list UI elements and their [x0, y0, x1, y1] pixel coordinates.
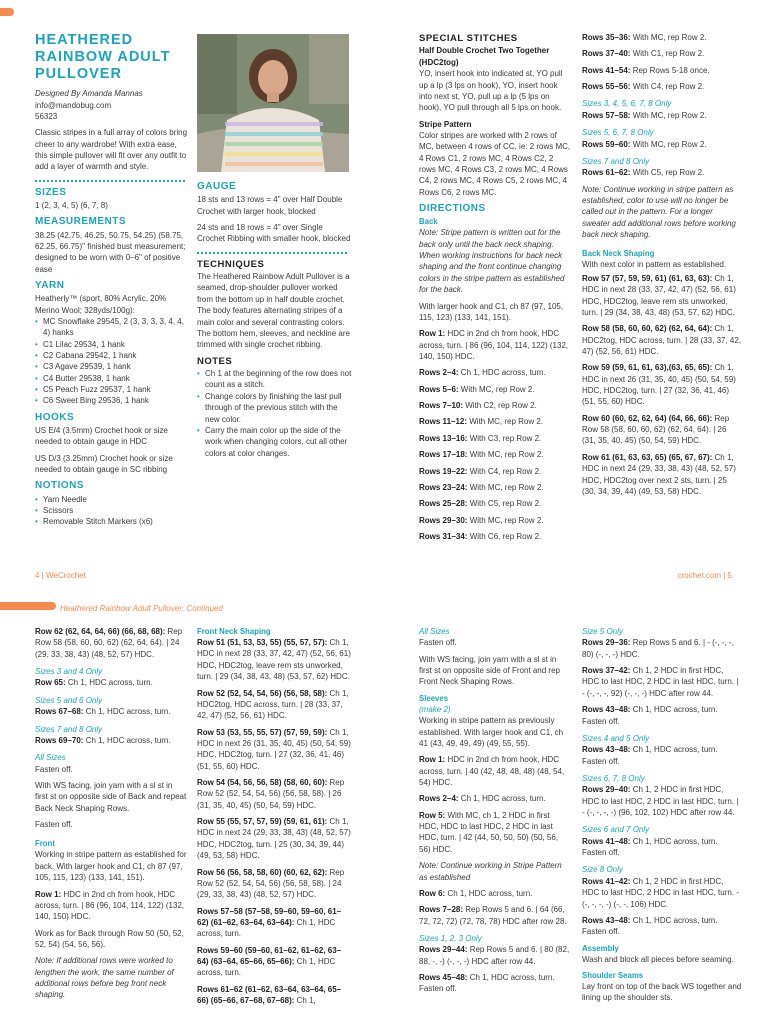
- sizes-heading: SIZES: [35, 186, 67, 198]
- list-item: Rows 59–60: With MC, rep Row 2.: [582, 139, 707, 149]
- list-item: Row 54 (54, 56, 56, 58) (58, 60, 60): Rep Row 52 (52, 54, 54, 56) (56, 58, 58). | 26 (31, 35, 40, 45) (50, 54, 59) HDC.: [197, 778, 345, 810]
- continued-header: Heathered Rainbow Adult Pullover: Continued: [60, 604, 223, 613]
- list-item: Rows 25–28: With C5, rep Row 2.: [419, 499, 542, 509]
- list-item: Rows 61–62 (61–62, 63–64, 63–64, 65–66) (65–66, 67–68, 67–68): Ch 1,: [197, 984, 342, 1006]
- list-item: Row 55 (55, 57, 57, 59) (59, 61, 61): Ch 1, HDC in next 24 (29, 33, 38, 43) (48, 52, 57) HDC, HDC2tog, turn. | 25 (30, 34, 39, 44) (49, 53, 58) HDC.: [197, 817, 351, 861]
- list-item: Row 6: Ch 1, HDC across, turn.: [419, 888, 533, 898]
- list-item: Row 65: Ch 1, HDC across, turn.: [35, 678, 153, 688]
- list-item: Rows 37–42: Ch 1, 2 HDC in first HDC, HDC to last HDC, 2 HDC in last HDC, turn. | - (-, -, -, 92) (-, -, -) HDC after row 44.: [582, 666, 739, 698]
- list-item: Rows 57–58 (57–58, 59–60, 59–60, 61–62) (61–62, 63–64, 63–64): Ch 1, HDC across, turn.: [197, 906, 342, 939]
- fasten-off: Fasten off.: [419, 984, 457, 994]
- model-photo: [197, 34, 349, 172]
- list-item: Rows 11–12: With MC, rep Row 2.: [419, 417, 544, 427]
- list-item: Row 58 (58, 60, 60, 62) (62, 64, 64): Ch 1, HDC2tog, HDC across, turn. | 28 (33, 37, 42, 47) (52, 56, 61) HDC.: [582, 324, 742, 356]
- list-item: • Scissors: [35, 505, 190, 516]
- list-item: Rows 35–36: With MC, rep Row 2.: [582, 33, 707, 42]
- list-item: • Yarn Needle: [35, 494, 190, 505]
- size-label: Sizes 5, 6, 7, 8 Only: [582, 128, 654, 138]
- back-rows: [419, 328, 571, 542]
- back-note: Note: Stripe pattern is written out for the back only until the back neck shaping. When working instructions for back neck shaping and the front continue changing colors in the stripe pattern as established for the back.: [419, 228, 565, 295]
- list-item: Rows 41–54: Rep Rows 5-18 once.: [582, 65, 710, 75]
- list-item: Row 51 (51, 53, 53, 55) (55, 57, 57): Ch 1, HDC in next 28 (33, 37, 42, 47) (52, 56, 61) HDC, HDC2tog, leave rem sts unworked, turn. | 29 (34, 38, 43, 48) (53, 57, 62) HDC.: [197, 638, 351, 682]
- size-label: Size 8 Only: [582, 865, 623, 875]
- back-heading: Back: [419, 217, 438, 227]
- ws-text: With WS facing, join yarn with a sl st in first st on opposite side of Front and rep Front Neck Shaping Rows.: [419, 654, 560, 687]
- column-3: [419, 32, 571, 542]
- size-label: Sizes 3, 4, 5, 6, 7, 8 Only: [582, 99, 672, 109]
- front-text: Working in stripe pattern as established for back. With larger hook and C1, ch 87 (97, 105, 115, 123) (133, 141, 151).: [35, 850, 187, 883]
- designer: Designed By Amanda Mannas: [35, 89, 143, 99]
- list-item: Rows 55–56: With C4, rep Row 2.: [582, 82, 705, 92]
- gauge-heading: GAUGE: [197, 181, 237, 192]
- list-item: • C2 Cabana 29542, 1 hank: [35, 350, 190, 361]
- list-item: • Change colors by finishing the last pull through of the previous stitch with the new color.: [197, 391, 352, 425]
- directions-heading: DIRECTIONS: [419, 203, 486, 215]
- yarn-heading: YARN: [35, 280, 65, 292]
- header-swoosh-2: [0, 602, 56, 610]
- footer-right: crochet.com | 5: [677, 571, 732, 580]
- divider: [197, 252, 347, 254]
- size-label: Sizes 6, 7, 8 Only: [582, 773, 645, 783]
- list-item: Row 52 (52, 54, 54, 56) (56, 58, 58): Ch 1, HDC2tog, HDC across, turn. | 28 (33, 37, 42, 47) (52, 56, 61) HDC.: [197, 688, 349, 721]
- sleeves-text: Working in stripe pattern as previously established. With larger hook and C1, ch 41 (43, 49, 49, 49) (49, 55, 55).: [419, 716, 564, 748]
- size-label: Sizes 7 and 8 Only: [35, 724, 103, 734]
- column-b4: [582, 626, 742, 1004]
- list-item: Rows 29–40: Ch 1, 2 HDC in first HDC, HDC to last HDC, 2 HDC in last HDC, turn. | - (-, -, -, -) (96, 102, 102) HDC after row 44.: [582, 785, 739, 818]
- list-item: Row 60 (60, 62, 62, 64) (64, 66, 66): Rep Row 58 (58, 60, 60, 62) (62, 64, 64). | 26 (31, 35, 40, 45) (50, 54, 59) HDC.: [582, 413, 730, 446]
- list-item: Row 1: HDC in 2nd ch from hook, HDC across, turn. | 86 (96, 104, 114, 122) (132, 140, 150) HDC.: [35, 889, 185, 922]
- list-item: • Ch 1 at the beginning of the row does not count as a stitch.: [197, 368, 352, 391]
- list-item: Row 56 (56, 58, 58, 60) (60, 62, 62): Rep Row 52 (52, 54, 54, 56) (56, 58, 58). | 24 (29, 33, 38, 43) (48, 52, 57) HDC.: [197, 867, 345, 900]
- notes-heading: NOTES: [197, 355, 233, 367]
- yarn-list: [35, 316, 190, 407]
- list-item: Rows 13–16: With C3, rep Row 2.: [419, 433, 542, 443]
- notes-list: [197, 368, 352, 459]
- list-item: Row 59 (59, 61, 61, 63),(63, 65, 65): Ch 1, HDC in next 26 (31, 35, 40, 45) (50, 54, 59) HDC, HDC2tog, turn. | 27 (32, 36, 41, 46) (51, 55, 60) HDC.: [582, 363, 736, 407]
- sleeve-note: Note: Continue working in Stripe Pattern as established: [419, 861, 562, 882]
- footer-left: 4 | WeCrochet: [35, 571, 86, 580]
- divider: [35, 180, 185, 182]
- column-1: [35, 32, 190, 528]
- size-label: Sizes 7 and 8 Only: [582, 156, 650, 166]
- header-swoosh: [0, 8, 14, 16]
- list-item: Rows 45–48: Ch 1, HDC across, turn.: [419, 973, 555, 983]
- hook-1: US E/4 (3.5mm) Crochet hook or size needed to obtain gauge in HDC: [35, 425, 168, 447]
- hooks-heading: HOOKS: [35, 411, 75, 423]
- ws-text: With WS facing, join yarn with a sl st in first st on opposite side of Back and repeat Back Neck Shaping Rows.: [35, 780, 187, 813]
- measurements-text: 38.25 (42.75, 46.25, 50.75, 54.25) (58.75, 62.25, 66.75)" finished bust measurement; designed to be worn with 0–6" of positive ease: [35, 230, 186, 274]
- size-label: Sizes 4 and 5 Only: [582, 733, 650, 743]
- fasten-off: Fasten off.: [35, 764, 73, 774]
- stripe-note: Note: Continue working in stripe pattern as established, color to use will no longer be called out in the pattern. For a longer sweater add additional rows before working back neck shaping.: [582, 184, 736, 240]
- list-item: Row 53 (53, 55, 55, 57) (57, 59, 59): Ch 1, HDC in next 26 (31, 35, 40, 45) (50, 54, 59) HDC, HDC2tog, turn. | 27 (32, 36, 41, 46) (51, 55, 60) HDC.: [197, 727, 351, 771]
- techniques-heading: TECHNIQUES: [197, 258, 265, 270]
- list-item: • C6 Sweet Bing 29536, 1 hank: [35, 395, 190, 406]
- shoulder-seams-heading: Shoulder Seams: [582, 971, 644, 981]
- list-item: Row 62 (62, 64, 64, 66) (66, 68, 68): Rep Row 58 (58, 60, 60, 62) (62, 64, 64). | 24 (29, 33, 38, 43) (48, 52, 57) HDC.: [35, 627, 183, 659]
- yarn-text: Heatherly™ (sport, 80% Acrylic, 20% Merino Wool; 328yds/100g):: [35, 294, 167, 315]
- assembly-heading: Assembly: [582, 943, 619, 953]
- front-neck-shaping-heading: Front Neck Shaping: [197, 627, 271, 636]
- size-label: Sizes 5 and 6 Only: [35, 695, 103, 705]
- size-label: Sizes 6 and 7 Only: [582, 825, 650, 835]
- list-item: Rows 37–40: With C1, rep Row 2.: [582, 49, 705, 59]
- gauge-2: 24 sts and 18 rows = 4" over Single Crochet Ribbing with smaller hook, blocked: [197, 222, 351, 244]
- list-item: Rows 5–6: With MC, rep Row 2.: [419, 384, 535, 394]
- list-item: Rows 57–58: With MC, rep Row 2.: [582, 110, 707, 120]
- column-2: [197, 176, 352, 459]
- list-item: Rows 2–4: Ch 1, HDC across, turn.: [419, 368, 546, 378]
- fasten-off: Fasten off.: [35, 820, 73, 830]
- fasten-off: Fasten off.: [582, 848, 620, 858]
- size-label: All Sizes: [35, 753, 66, 763]
- list-item: • C1 Lilac 29534, 1 hank: [35, 339, 190, 350]
- list-item: Row 57 (57, 59, 59, 61) (61, 63, 63): Ch 1, HDC in next 28 (33, 37, 42, 47) (52, 56, 61) HDC, HDC2tog, leave rem sts unworked, turn. | 29 (34, 38, 43, 48) (53, 57, 62) HDC.: [582, 273, 736, 317]
- list-item: Rows 17–18: With MC, rep Row 2.: [419, 450, 544, 460]
- list-item: Rows 7–28: Rep Rows 5 and 6. | 64 (66, 72, 72, 72) (72, 78, 78) HDC after row 28.: [419, 905, 567, 926]
- back-start: With larger hook and C1, ch 87 (97, 105, 115, 123) (133, 141, 151).: [419, 301, 564, 322]
- list-item: Rows 43–48: Ch 1, HDC across, turn.: [582, 705, 718, 715]
- back-neck-intro: With next color in pattern as established.: [582, 260, 727, 270]
- stripe-heading: Stripe Pattern: [419, 119, 472, 129]
- size-label: Size 5 Only: [582, 627, 623, 636]
- fasten-off: Fasten off.: [582, 756, 620, 766]
- column-b2: [197, 626, 352, 1006]
- list-item: Rows 19–22: With C4, rep Row 2.: [419, 466, 542, 476]
- list-item: Rows 69–70: Ch 1, HDC across, turn.: [35, 735, 171, 745]
- list-item: • MC Snowflake 29545, 2 (3, 3, 3, 3, 4, 4, 4) hanks: [35, 316, 190, 339]
- list-item: • C3 Agave 29539, 1 hank: [35, 361, 190, 372]
- assembly-text: Wash and block all pieces before seaming.: [582, 954, 734, 964]
- list-item: Rows 59–60 (59–60, 61–62, 61–62, 63–64) (63–64, 65–66, 65–66): Ch 1, HDC across, turn.: [197, 945, 342, 978]
- make-count: (make 2): [419, 704, 451, 714]
- column-b1: [35, 626, 187, 1001]
- back-neck-shaping-heading: Back Neck Shaping: [582, 249, 655, 259]
- list-item: Row 1: HDC in 2nd ch from hook, HDC across, turn. | 40 (42, 48, 48, 48) (48, 54, 54) HDC.: [419, 755, 565, 788]
- list-item: Rows 41–42: Ch 1, 2 HDC in first HDC, HDC to last HDC, 2 HDC in last HDC, turn. - (-, -, -, -) (-, -, 106) HDC.: [582, 876, 739, 909]
- fasten-off: Fasten off.: [419, 638, 457, 648]
- list-item: Rows 29–36: Rep Rows 5 and 6. | - (-, -, -, 80) (-, -, -) HDC.: [582, 638, 734, 659]
- techniques-text: The Heathered Rainbow Adult Pullover is a seamed, drop-shoulder pullover worked from the bottom up in half double crochet. The body features alternating stripes of a main color and several contrasting colors. The bottom hem, sleeves, and neckline are trimmed with single crochet ribbing.: [197, 272, 350, 350]
- list-item: • C4 Butter 29538, 1 hank: [35, 373, 190, 384]
- list-item: Rows 61–62: With C5, rep Row 2.: [582, 168, 705, 178]
- fasten-off: Fasten off.: [582, 927, 620, 937]
- hook-2: US D/3 (3.25mm) Crochet hook or size needed to obtain gauge in SC ribbing: [35, 453, 173, 475]
- list-item: Rows 7–10: With C2, rep Row 2.: [419, 401, 537, 411]
- front-heading: Front: [35, 839, 55, 849]
- list-item: Rows 43–48: Ch 1, HDC across, turn.: [582, 745, 718, 755]
- fasten-off: Fasten off.: [582, 716, 620, 726]
- size-label: Sizes 1, 2, 3 Only: [419, 933, 482, 943]
- shoulder-seams-text: Lay front on top of the back WS together and lining up the shoulder sts.: [582, 982, 742, 1003]
- notions-heading: NOTIONS: [35, 480, 85, 492]
- list-item: • Carry the main color up the side of the work when changing colors, cut all other colors at color changes.: [197, 425, 352, 459]
- list-item: Rows 67–68: Ch 1, HDC across, turn.: [35, 707, 171, 717]
- list-item: Rows 29–30: With MC, rep Row 2.: [419, 515, 544, 525]
- hdc2tog-text: YO, insert hook into indicated st, YO pull up a lp (3 lps on hook), YO, insert hook into next st, YO, pull up a lp (5 lps on hook), YO pull through all 5 lps on hook.: [419, 69, 563, 113]
- column-b3: [419, 626, 571, 995]
- intro-text: Classic stripes in a full array of colors bring cheer to any wardrobe! With extra ease, this simple pullover will fit over any outfit to add a layer of warmth and style.: [35, 128, 188, 172]
- list-item: Rows 43–48: Ch 1, HDC across, turn.: [582, 915, 718, 925]
- list-item: Rows 41–48: Ch 1, HDC across, turn.: [582, 836, 718, 846]
- hdc2tog-heading: Half Double Crochet Two Together (HDC2tog): [419, 46, 550, 67]
- model-photo-illustration: [197, 34, 349, 172]
- list-item: Rows 29–44: Rep Rows 5 and 6. | 80 (82, 88, -, -) (-, -, -) HDC after row 44.: [419, 945, 570, 966]
- size-label: All Sizes: [419, 627, 450, 636]
- stripe-text: Color stripes are worked with 2 rows of MC, between 4 rows of CC, ie: 2 rows MC, 4 Rows C1, 2 rows MC, 4 Rows C2, 2 rows MC, 4 Rows C3, 2 rows MC, 4 Rows C4, 2 rows MC, 4 Rows C5, 2 rows MC, 4 Rows C6, 2 rows MC.: [419, 131, 571, 197]
- front-note: Note: If additional rows were worked to lengthen the work, the same number of additional rows before beg front neck shaping.: [35, 956, 174, 1000]
- work-text: Work as for Back through Row 50 (50, 52, 52, 54) (54, 56, 56).: [35, 928, 184, 949]
- column-4: [582, 32, 742, 497]
- special-stitches-heading: SPECIAL STITCHES: [419, 33, 518, 44]
- list-item: Row 5: With MC, ch 1, 2 HDC in first HDC, HDC to last HDC, 2 HDC in last HDC, turn. | 42 (44, 50, 50, 50) (50, 56, 56) HDC.: [419, 810, 559, 854]
- pattern-code: 56323: [35, 112, 58, 122]
- email: info@mandobug.com: [35, 100, 112, 110]
- list-item: Rows 2–4: Ch 1, HDC across, turn.: [419, 794, 546, 804]
- sleeves-heading: Sleeves: [419, 693, 449, 703]
- gauge-1: 18 sts and 13 rows = 4" over Half Double Crochet with larger hook, blocked: [197, 195, 343, 216]
- list-item: • Removable Stitch Markers (x6): [35, 516, 190, 527]
- measurements-heading: MEASUREMENTS: [35, 216, 127, 228]
- list-item: • C5 Peach Fuzz 29537, 1 hank: [35, 384, 190, 395]
- list-item: Rows 23–24: With MC, rep Row 2.: [419, 482, 544, 492]
- list-item: Row 1: HDC in 2nd ch from hook, HDC across, turn. | 86 (96, 104, 114, 122) (132, 140, 150) HDC.: [419, 329, 569, 361]
- notions-list: [35, 494, 190, 528]
- size-label: Sizes 3 and 4 Only: [35, 667, 103, 677]
- list-item: Row 61 (61, 63, 63, 65) (65, 67, 67): Ch 1, HDC in next 24 (29, 33, 38, 43) (48, 52, 57) HDC, HDC2tog over next 2 sts, turn. | 25 (30, 34, 39, 44) (49, 53, 58) HDC.: [582, 452, 736, 496]
- pattern-title: HEATHERED RAINBOW ADULT PULLOVER: [35, 32, 171, 83]
- list-item: Rows 31–34: With C6, rep Row 2.: [419, 531, 542, 541]
- sizes-text: 1 (2, 3, 4, 5) (6, 7, 8): [35, 201, 108, 211]
